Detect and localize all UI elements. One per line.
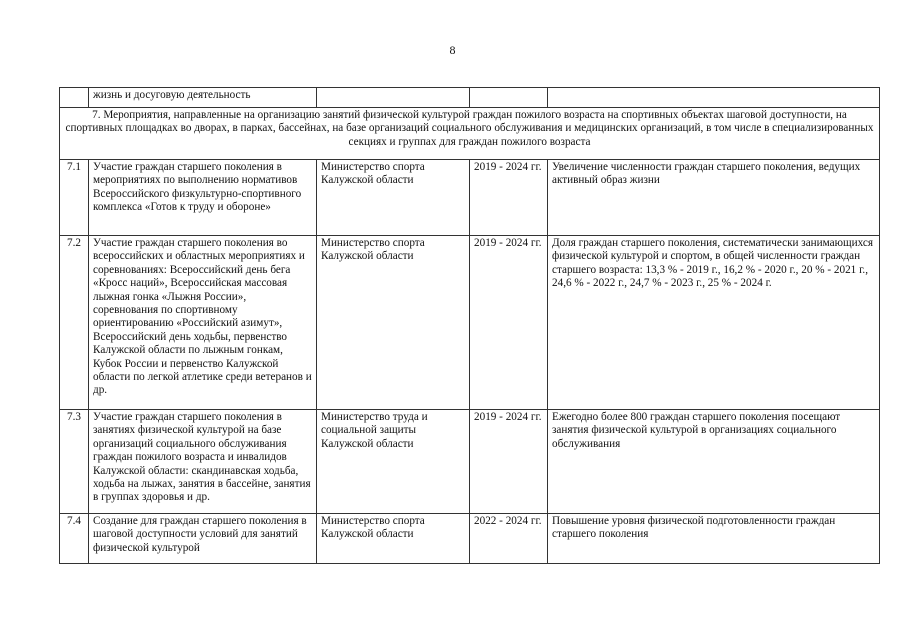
executor-cell: Министерство труда и социальной защиты Калужской области	[317, 410, 470, 514]
continued-row	[60, 88, 880, 108]
result-cell: Повышение уровня физической подготовленности граждан старшего поколения	[548, 514, 880, 564]
section-heading: 7. Мероприятия, направленные на организацию занятий физической культурой граждан пожилого возраста на спортивных объектах шаговой доступности, на спортивных площадках во дворах, в парках, бассейнах, на базе организаций социального обслуживания и медицинских организаций, в том числе в специализированных секциях и группах для граждан пожилого возраста	[60, 108, 880, 160]
continued-result-cell	[548, 88, 880, 108]
continued-num-cell	[60, 88, 89, 108]
activity-cell: Создание для граждан старшего поколения в шаговой доступности условий для занятий физической культурой	[89, 514, 317, 564]
executor-cell: Министерство спорта Калужской области	[317, 160, 470, 236]
table-row	[60, 236, 880, 410]
table-row	[60, 514, 880, 564]
table-row	[60, 160, 880, 236]
continued-period-cell	[470, 88, 548, 108]
continued-activity-cell: жизнь и досуговую деятельность	[89, 88, 317, 108]
page-number: 8	[449, 43, 456, 57]
continued-executor-cell	[317, 88, 470, 108]
result-cell: Увеличение численности граждан старшего поколения, ведущих активный образ жизни	[548, 160, 880, 236]
period-cell: 2019 - 2024 гг.	[470, 236, 548, 410]
activity-cell: Участие граждан старшего поколения в мероприятиях по выполнению нормативов Всероссийского физкультурно-спортивного комплекса «Готов к труду и обороне»	[89, 160, 317, 236]
period-cell: 2022 - 2024 гг.	[470, 514, 548, 564]
result-cell: Доля граждан старшего поколения, систематически занимающихся физической культурой и спортом, в общей численности граждан старшего возраста: 13,3 % - 2019 г., 16,2 % - 2020 г., 20 % - 2021 г., 24,6 % - 2022 г., 24,7 % - 2023 г., 25 % - 2024 г.	[548, 236, 880, 410]
period-cell: 2019 - 2024 гг.	[470, 160, 548, 236]
executor-cell: Министерство спорта Калужской области	[317, 236, 470, 410]
result-cell: Ежегодно более 800 граждан старшего поколения посещают занятия физической культурой в организациях социального обслуживания	[548, 410, 880, 514]
section-heading-row	[60, 108, 880, 160]
row-number: 7.3	[60, 410, 89, 514]
row-number: 7.4	[60, 514, 89, 564]
activities-table	[59, 87, 880, 564]
activity-cell: Участие граждан старшего поколения в занятиях физической культурой на базе организаций социального обслуживания граждан пожилого возраста и инвалидов Калужской области: скандинавская ходьба, ходьба на лыжах, занятия в бассейне, занятия в группах здоровья и др.	[89, 410, 317, 514]
activity-cell: Участие граждан старшего поколения во всероссийских и областных мероприятиях и соревнованиях: Всероссийский день бега «Кросс наций», Всероссийская массовая лыжная гонка «Лыжня России», соревнования по спортивному ориентированию «Российский азимут», Всероссийский день ходьбы, первенство Калужской области по лыжным гонкам, Кубок России и первенство Калужской области по легкой атлетике среди ветеранов и др.	[89, 236, 317, 410]
period-cell: 2019 - 2024 гг.	[470, 410, 548, 514]
executor-cell: Министерство спорта Калужской области	[317, 514, 470, 564]
row-number: 7.1	[60, 160, 89, 236]
row-number: 7.2	[60, 236, 89, 410]
table-row	[60, 410, 880, 514]
